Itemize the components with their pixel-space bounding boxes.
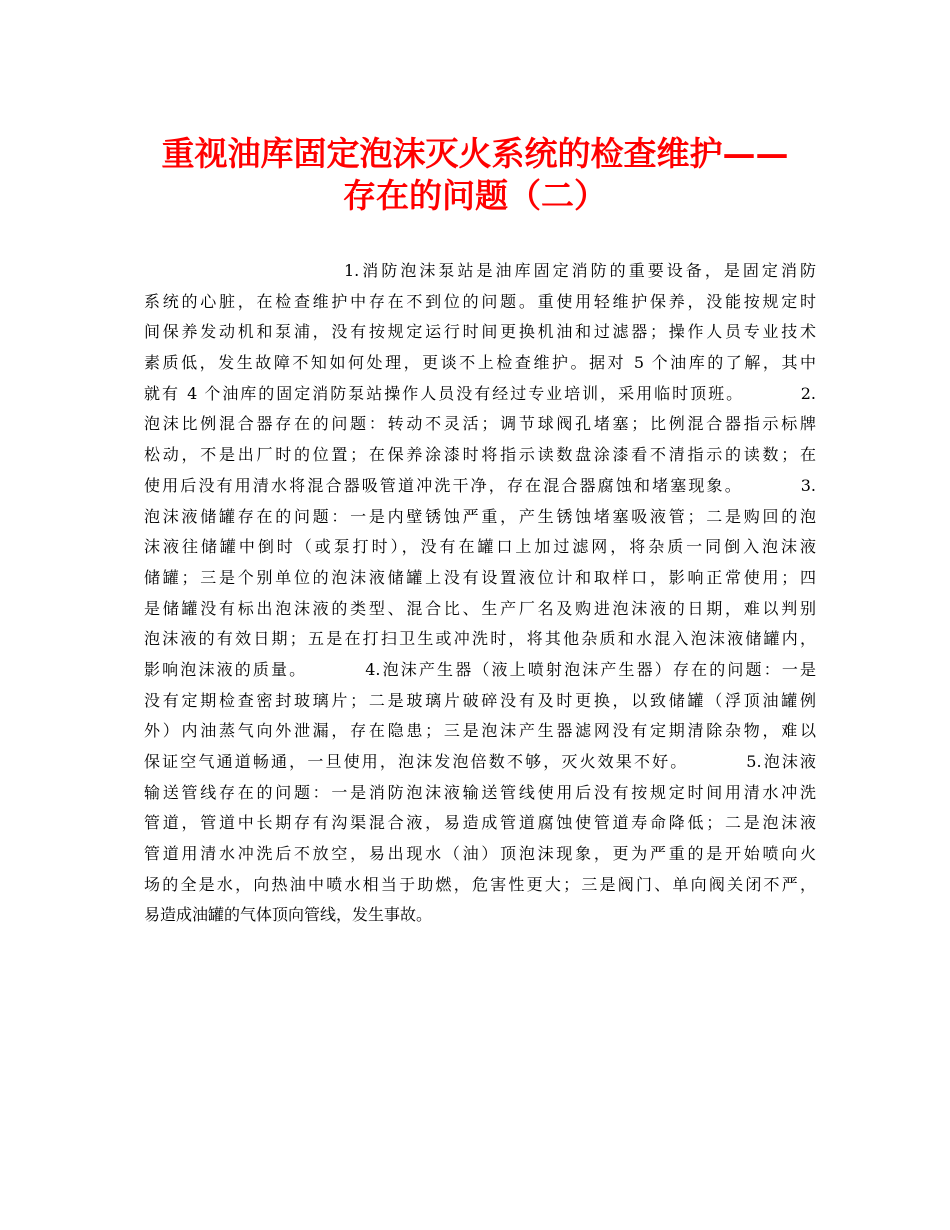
body-line: 泡沫液的有效日期；五是在打扫卫生或冲洗时，将其他杂质和水混入泡沫液储罐内， [144, 629, 816, 649]
body-line: 间保养发动机和泵浦，没有按规定运行时间更换机油和过滤器；操作人员专业技术 [144, 322, 816, 342]
body-line: 外）内油蒸气向外泄漏，存在隐患；三是泡沫产生器滤网没有定期清除杂物，难以 [144, 721, 816, 741]
body-line: 沫液往储罐中倒时（或泵打时），没有在罐口上加过滤网，将杂质一同倒入泡沫液 [144, 537, 816, 557]
body-line: 是储罐没有标出泡沫液的类型、混合比、生产厂名及购进泡沫液的日期，难以判别 [144, 598, 816, 618]
body-line: 1.消防泡沫泵站是油库固定消防的重要设备，是固定消防 [344, 261, 816, 280]
body-line: 管道用清水冲洗后不放空，易出现水（油）顶泡沫现象，更为严重的是开始喷向火 [144, 844, 816, 864]
document-title-line-1: 重视油库固定泡沫灭火系统的检查维护—— [161, 134, 789, 173]
body-line: 输送管线存在的问题：一是消防泡沫液输送管线使用后没有按规定时间用清水冲洗 [144, 782, 816, 802]
document-body [144, 256, 816, 931]
body-line: 松动，不是出厂时的位置；在保养涂漆时将指示读数盘涂漆看不清指示的读数；在 [144, 445, 816, 465]
body-line: 储罐；三是个别单位的泡沫液储罐上没有设置液位计和取样口，影响正常使用；四 [144, 567, 816, 587]
body-line: 泡沫比例混合器存在的问题：转动不灵活；调节球阀孔堵塞；比例混合器指示标牌 [144, 414, 816, 434]
body-line: 影响泡沫液的质量。 4.泡沫产生器（液上喷射泡沫产生器）存在的问题：一是 [144, 659, 816, 679]
body-line: 素质低，发生故障不知如何处理，更谈不上检查维护。据对 5 个油库的了解，其中 [144, 353, 816, 373]
body-line: 没有定期检查密封玻璃片；二是玻璃片破碎没有及时更换，以致储罐（浮顶油罐例 [144, 690, 816, 710]
body-line: 使用后没有用清水将混合器吸管道冲洗干净，存在混合器腐蚀和堵塞现象。 3. [144, 475, 816, 495]
body-line: 易造成油罐的气体顶向管线，发生事故。 [144, 905, 433, 925]
body-line: 就有 4 个油库的固定消防泵站操作人员没有经过专业培训，采用临时顶班。 2. [144, 383, 816, 403]
body-line: 保证空气通道畅通，一旦使用，泡沫发泡倍数不够，灭火效果不好。 5.泡沫液 [144, 752, 816, 771]
body-line: 管道，管道中长期存有沟渠混合液，易造成管道腐蚀使管道寿命降低；二是泡沫液 [144, 813, 816, 833]
body-line: 场的全是水，向热油中喷水相当于助燃，危害性更大；三是阀门、单向阀关闭不严， [144, 874, 816, 894]
document-title-line-2: 存在的问题（二） [343, 176, 607, 215]
body-line: 泡沫液储罐存在的问题：一是内壁锈蚀严重，产生锈蚀堵塞吸液管；二是购回的泡 [144, 506, 816, 526]
body-line: 系统的心脏，在检查维护中存在不到位的问题。重使用轻维护保养，没能按规定时 [144, 291, 816, 311]
